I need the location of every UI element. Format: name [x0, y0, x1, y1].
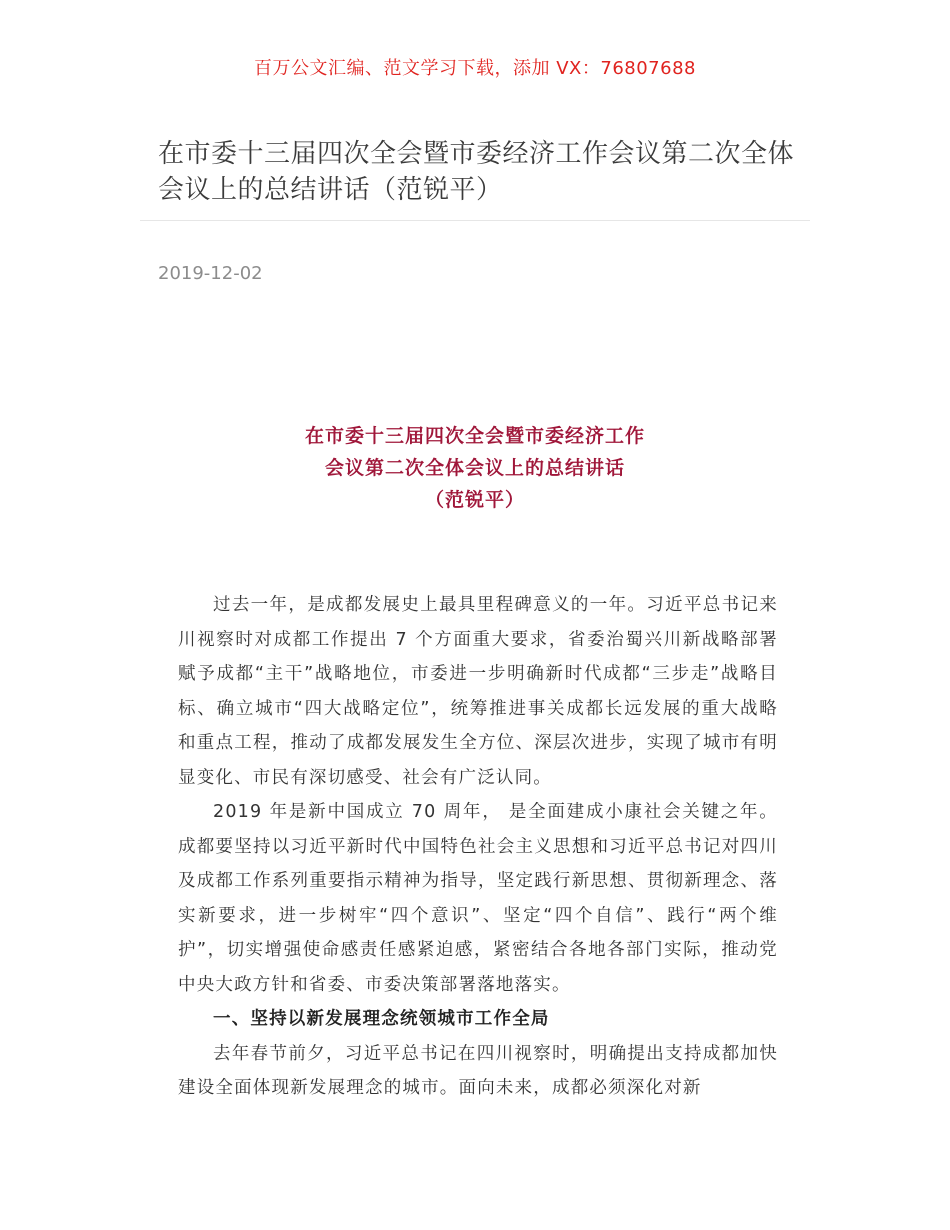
body-paragraph: 去年春节前夕，习近平总书记在四川视察时，明确提出支持成都加快建设全面体现新发展理念的城市。面向未来，成都必须深化对新: [178, 1043, 778, 1098]
publish-date: 2019-12-02: [158, 263, 263, 284]
section-heading: 一、坚持以新发展理念统领城市工作全局: [213, 1009, 550, 1029]
promo-banner: 百万公文汇编、范文学习下载，添加 VX：76807688: [254, 58, 696, 79]
speech-headline-line-1: 在市委十三届四次全会暨市委经济工作: [304, 425, 645, 447]
title-divider: [140, 220, 810, 221]
speech-headline: [0, 420, 950, 516]
article-title: 在市委十三届四次全会暨市委经济工作会议第二次全体会议上的总结讲话（范锐平）: [158, 139, 795, 205]
article-body: [178, 588, 778, 1106]
speech-headline-line-2: 会议第二次全体会议上的总结讲话: [324, 457, 625, 479]
body-paragraph: 过去一年，是成都发展史上最具里程碑意义的一年。习近平总书记来川视察时对成都工作提出 7 个方面重大要求，省委治蜀兴川新战略部署赋予成都“主干”战略地位，市委进一步明确新时代成都“三步走”战略目标、确立城市“四大战略定位”，统筹推进事关成都长远发展的重大战略和重点工程，推动了成都发展发生全方位、深层次进步，实现了城市有明显变化、市民有深切感受、社会有广泛认同。: [178, 595, 778, 788]
body-paragraph: 2019 年是新中国成立 70 周年， 是全面建成小康社会关键之年。成都要坚持以习近平新时代中国特色社会主义思想和习近平总书记对四川及成都工作系列重要指示精神为指导，坚定践行新思想、贯彻新理念、落实新要求，进一步树牢“四个意识”、坚定“四个自信”、践行“两个维护”，切实增强使命感责任感紧迫感，紧密结合各地各部门实际，推动党中央大政方针和省委、市委决策部署落地落实。: [178, 802, 778, 995]
speech-headline-line-3: （范锐平）: [424, 489, 525, 511]
